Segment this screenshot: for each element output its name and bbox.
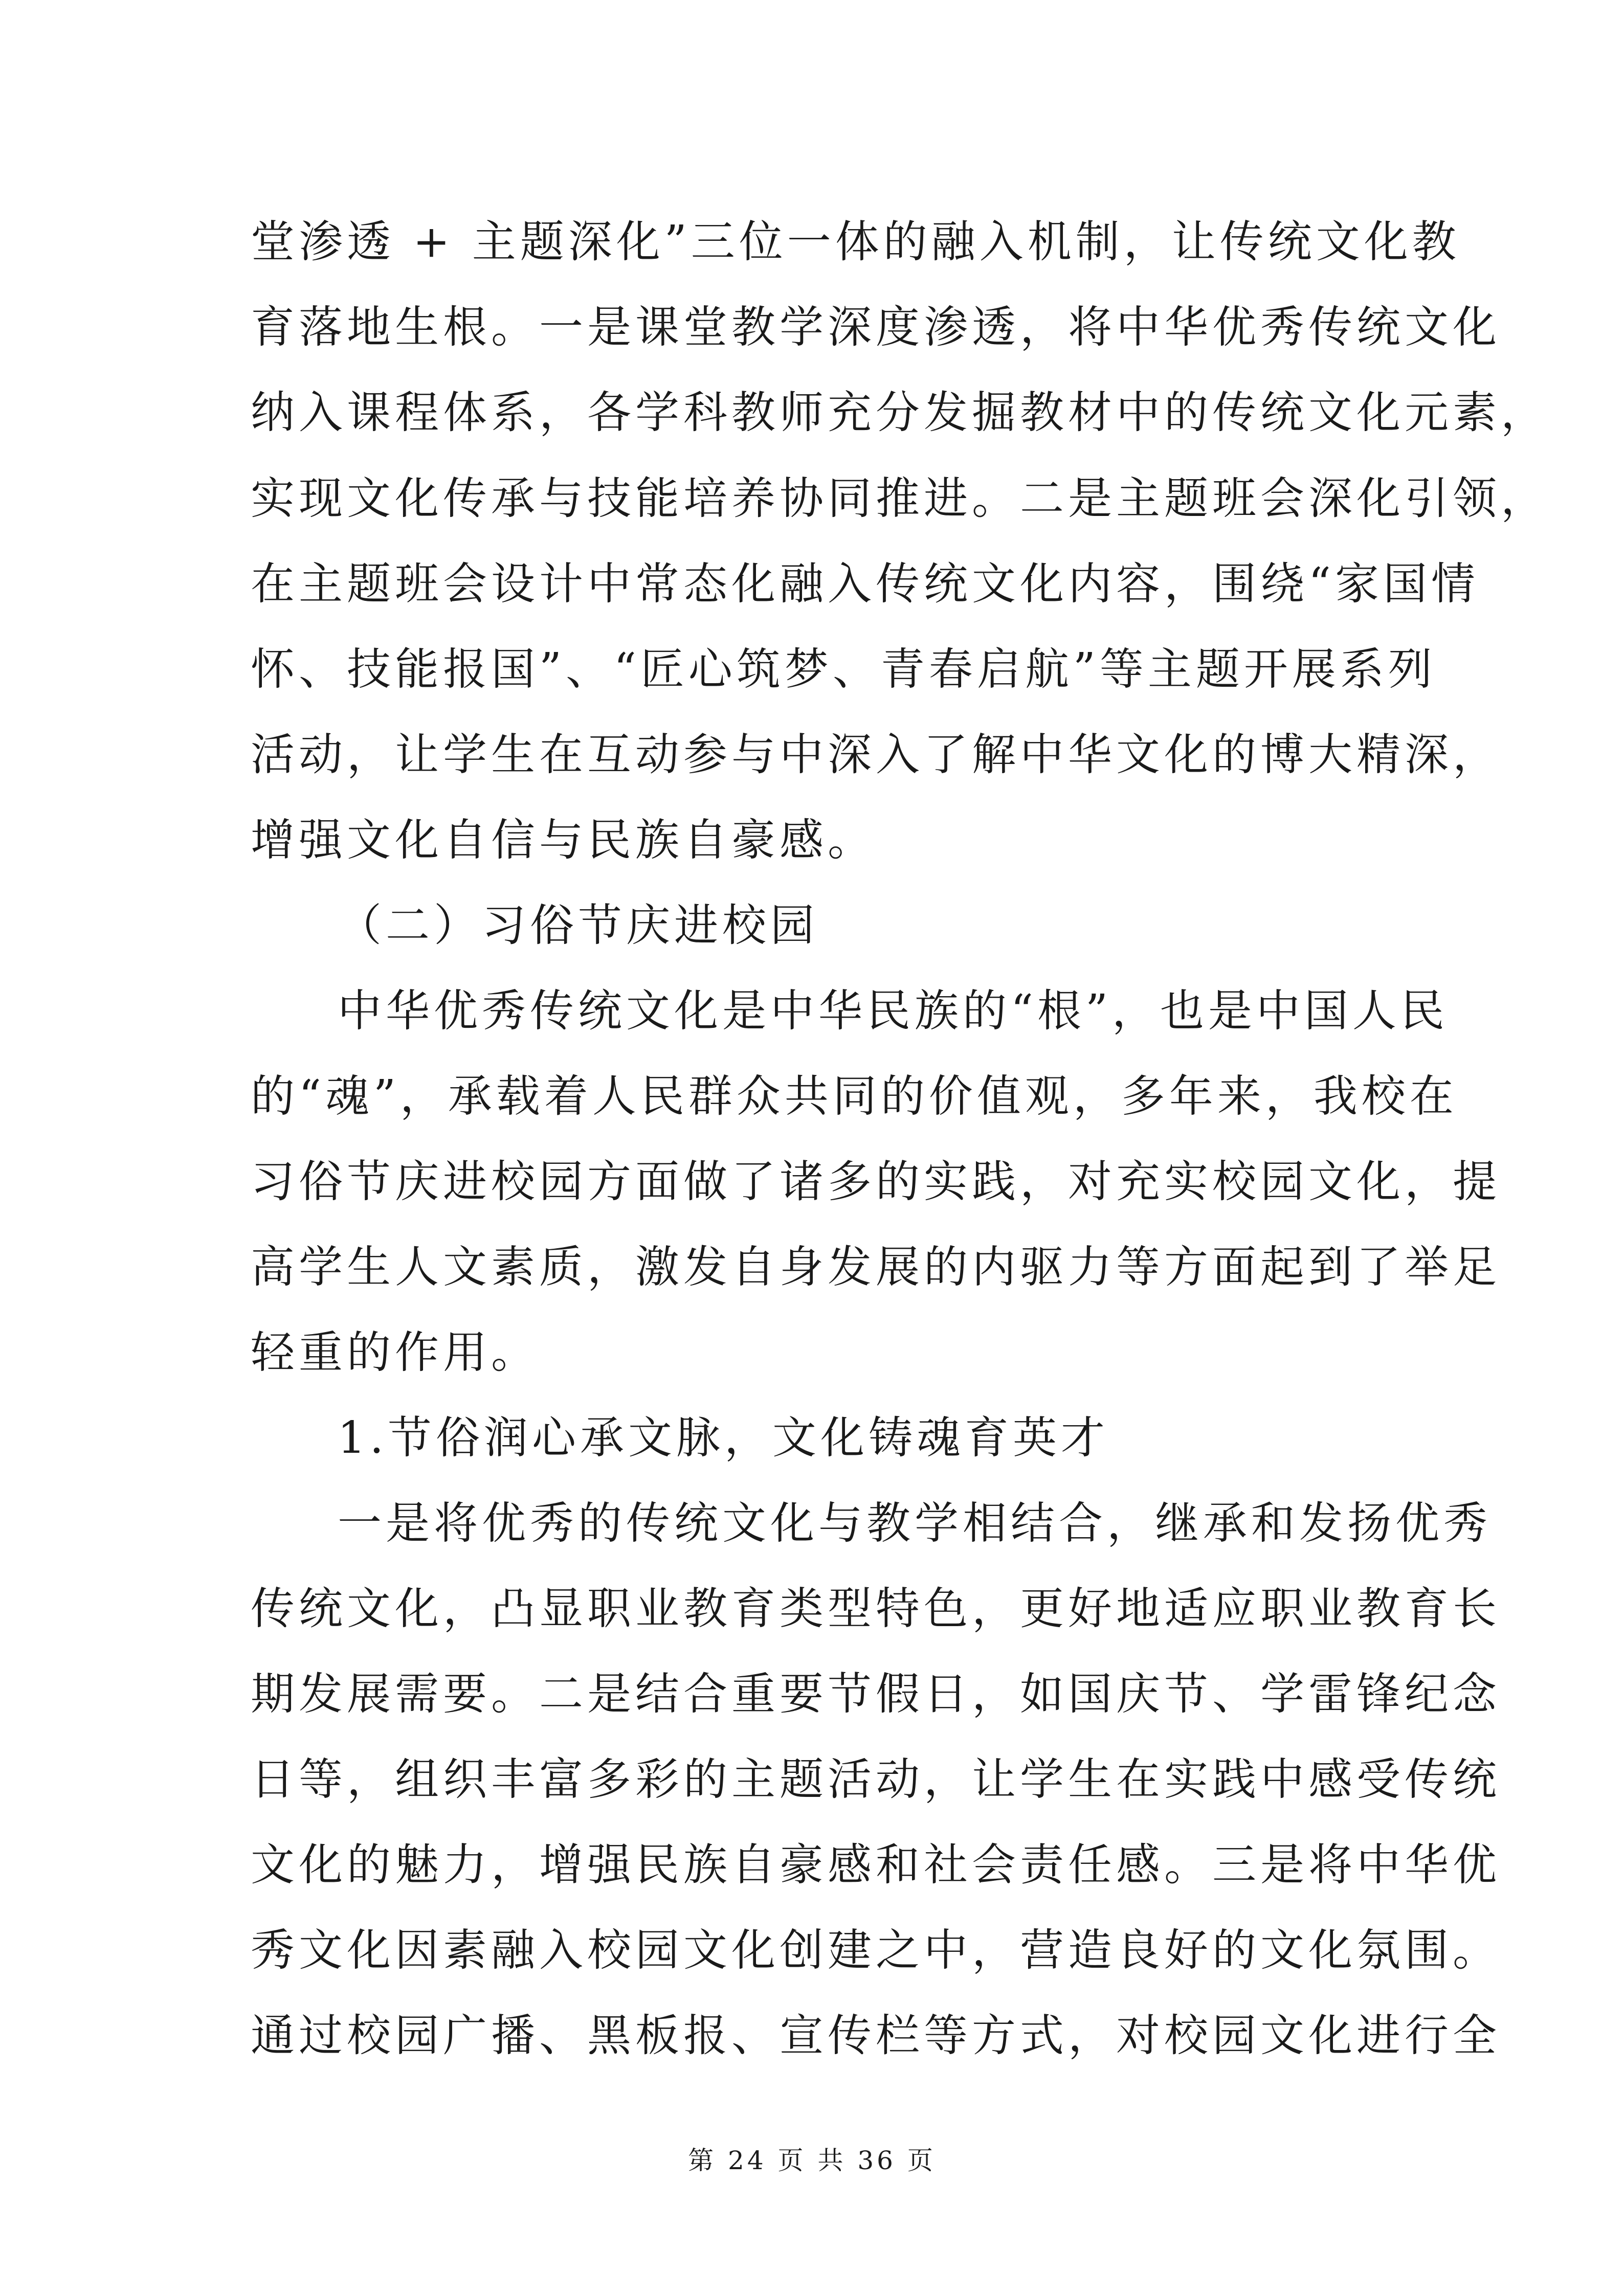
section-heading: （二）习俗节庆进校园 xyxy=(338,900,818,951)
body-text-line: 的“魂”，承载着人民群众共同的价值观，多年来，我校在 xyxy=(251,1071,1458,1122)
body-text-line: 高学生人文素质，激发自身发展的内驱力等方面起到了举足 xyxy=(251,1242,1501,1293)
body-text-line: 一是将优秀的传统文化与教学相结合，继承和发扬优秀 xyxy=(338,1498,1492,1549)
page-number-footer: 第 24 页 共 36 页 xyxy=(688,2146,936,2175)
body-text-line: 期发展需要。二是结合重要节假日，如国庆节、学雷锋纪念 xyxy=(251,1669,1501,1720)
body-text-line: 育落地生根。一是课堂教学深度渗透，将中华优秀传统文化 xyxy=(251,302,1501,353)
body-text-line: 文化的魅力，增强民族自豪感和社会责任感。三是将中华优 xyxy=(251,1839,1501,1890)
body-text-line: 日等，组织丰富多彩的主题活动，让学生在实践中感受传统 xyxy=(251,1754,1501,1805)
body-text-line: 轻重的作用。 xyxy=(251,1327,539,1378)
body-text-line: 增强文化自信与民族自豪感。 xyxy=(251,815,876,866)
body-text-line: 实现文化传承与技能培养协同推进。二是主题班会深化引领， xyxy=(251,473,1549,524)
subsection-heading: 1.节俗润心承文脉，文化铸魂育英才 xyxy=(338,1412,1109,1464)
body-text-line: 在主题班会设计中常态化融入传统文化内容，围绕“家国情 xyxy=(251,558,1479,610)
body-text-line: 传统文化，凸显职业教育类型特色，更好地适应职业教育长 xyxy=(251,1583,1501,1634)
body-text-line: 活动，让学生在互动参与中深入了解中华文化的博大精深， xyxy=(251,729,1501,780)
body-text-line: 中华优秀传统文化是中华民族的“根”，也是中国人民 xyxy=(338,985,1449,1037)
body-text-line: 怀、技能报国”、“匠心筑梦、青春启航”等主题开展系列 xyxy=(251,644,1436,695)
body-text-line: 秀文化因素融入校园文化创建之中，营造良好的文化氛围。 xyxy=(251,1925,1501,1976)
body-text-line: 堂渗透 + 主题深化”三位一体的融入机制，让传统文化教 xyxy=(251,216,1460,267)
body-text-line: 习俗节庆进校园方面做了诸多的实践，对充实校园文化，提 xyxy=(251,1156,1501,1207)
body-text-line: 纳入课程体系，各学科教师充分发掘教材中的传统文化元素， xyxy=(251,387,1549,438)
body-text-line: 通过校园广播、黑板报、宣传栏等方式，对校园文化进行全 xyxy=(251,2010,1501,2061)
